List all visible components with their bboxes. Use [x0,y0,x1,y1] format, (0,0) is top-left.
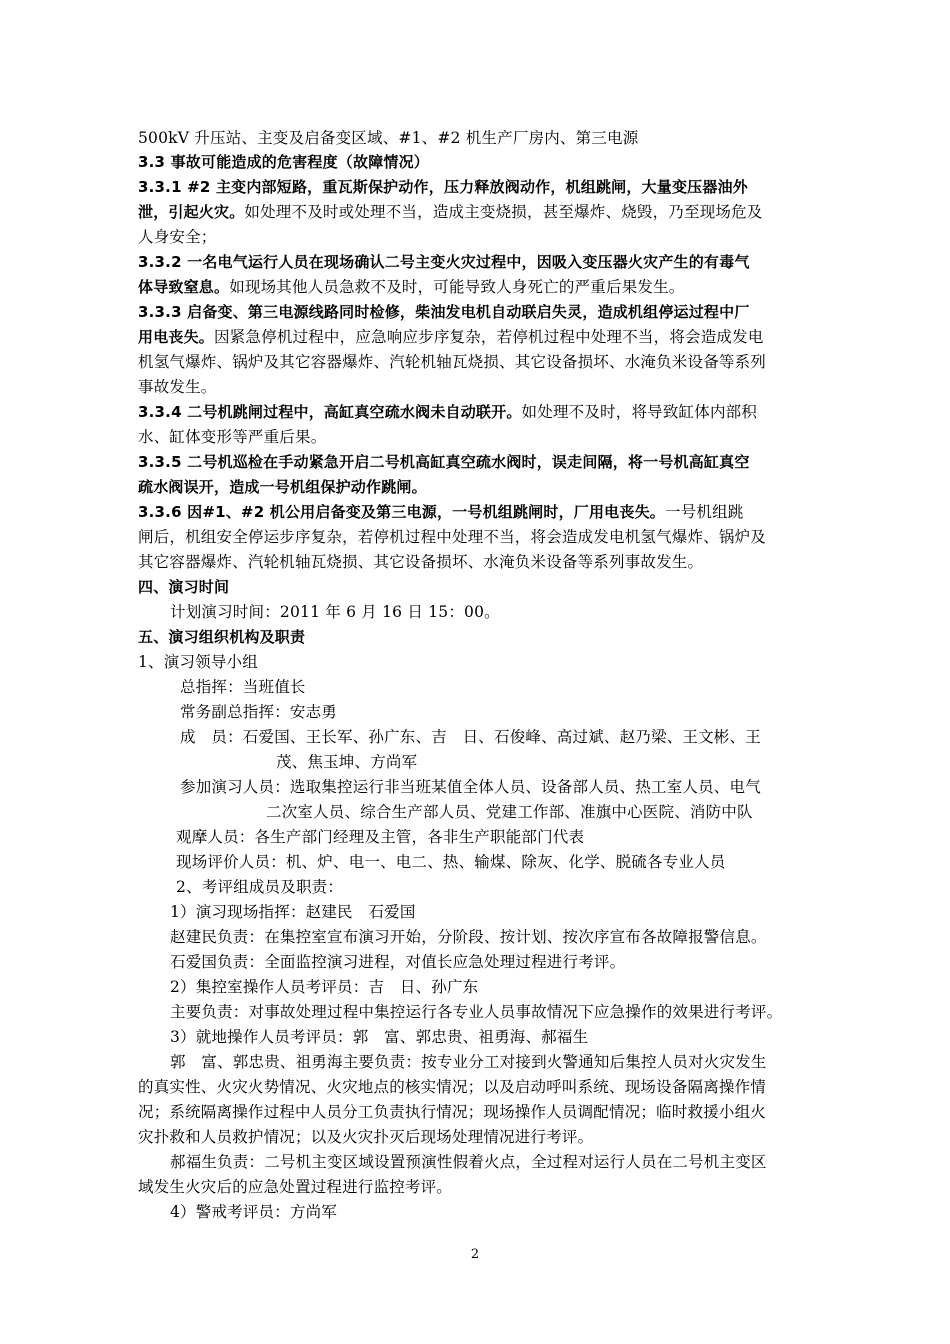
bold-text: 泄，引起火灾。 [138,203,245,221]
text-line [180,701,337,723]
text-line [138,301,750,323]
text: 4）警戒考评员：方尚军 [170,1203,338,1221]
text: 赵建民负责：在集控室宣布演习开始，分阶段、按计划、按次序宣布各故障报警信息。 [170,928,767,946]
text-line [266,801,753,823]
text-line [170,601,500,623]
text-line [170,1026,588,1048]
bold-text: 3.3 事故可能造成的危害程度（故障情况） [138,153,429,171]
text-line [138,501,743,523]
text-line [180,776,761,798]
text-line [276,751,417,773]
text-line [138,351,766,373]
text: 一号机组跳 [664,503,744,521]
text-line [138,251,750,273]
text: 参加演习人员：选取集控运行非当班某值全体人员、设备部人员、热工室人员、电气 [180,778,761,796]
text-line [138,326,764,348]
text-line [170,951,625,973]
page-number: 2 [470,1247,480,1262]
bold-text: 用电丧失。 [138,328,215,346]
bold-text: 3.3.6 因#1、#2 机公用启备变及第三电源，一号机组跳闸时，厂用电丧失。 [138,503,665,521]
text: 其它容器爆炸、汽轮机轴瓦烧损、其它设备损坏、水淹负米设备等系列事故发生。 [138,553,704,571]
text-line [138,1076,766,1098]
bold-text: 疏水阀误开，造成一号机组保护动作跳闸。 [138,478,427,496]
text: 2）集控室操作人员考评员：吉 日、孙广东 [170,978,479,996]
text-line [138,226,217,248]
text-line [170,976,478,998]
text: 500kV 升压站、主变及启备变区域、#1、#2 机生产厂房内、第三电源 [138,129,639,147]
text-line [138,176,748,198]
text: 水、缸体变形等严重后果。 [138,428,327,446]
text-line [138,626,305,648]
text-line [138,526,766,548]
text: 观摩人员：各生产部门经理及主管，各非生产职能部门代表 [176,828,585,846]
text: 闸后，机组安全停运步序复杂，若停机过程中处理不当，将会造成发电机氢气爆炸、锅炉及 [138,528,767,546]
bold-text: 3.3.4 二号机跳闸过程中，高缸真空疏水阀未自动联开。 [138,403,522,421]
bold-text: 3.3.1 #2 主变内部短路，重瓦斯保护动作，压力释放阀动作，机组跳闸，大量变压器油外 [138,178,748,196]
text-line [138,576,229,598]
text-line [138,451,750,473]
text-line [138,151,429,173]
text: 成 员：石爱国、王长军、孙广东、吉 日、石俊峰、高过斌、赵乃梁、王文彬、王 [180,728,761,746]
text-line [170,901,416,923]
text-line [138,127,638,149]
text: 1）演习现场指挥：赵建民 石爱国 [170,903,416,921]
text: 事故发生。 [138,378,217,396]
text: 如现场其他人员急救不及时，可能导致人身死亡的严重后果发生。 [229,278,685,296]
text: 二次室人员、综合生产部人员、党建工作部、准旗中心医院、消防中队 [266,803,753,821]
text: 1、演习领导小组 [138,653,258,671]
bold-text: 3.3.5 二号机巡检在手动紧急开启二号机高缸真空疏水阀时，误走间隔，将一号机高缸真空 [138,453,750,471]
text: 总指挥：当班值长 [180,678,306,696]
text-line [138,476,427,498]
text: 茂、焦玉坤、方尚军 [276,753,418,771]
text-line [176,876,343,898]
text: 3）就地操作人员考评员：郭 富、郭忠贵、祖勇海、郝福生 [170,1028,589,1046]
text-line [180,676,306,698]
text-line [176,826,584,848]
text-line [170,1201,337,1223]
text-line [138,426,326,448]
text-line [138,401,757,423]
text-line [138,651,258,673]
text-line [180,726,761,748]
bold-text: 五、演习组织机构及职责 [138,628,306,646]
text-line [170,926,767,948]
text: 域发生火灾后的应急处置过程进行监控考评。 [138,1178,453,1196]
text: 灾扑救和人员救护情况；以及火灾扑灭后现场处理情况进行考评。 [138,1128,594,1146]
text: 现场评价人员：机、炉、电一、电二、热、输煤、除灰、化学、脱硫各专业人员 [176,853,726,871]
text-line [138,276,685,298]
bold-text: 体导致窒息。 [138,278,230,296]
text-line [170,1051,767,1073]
text-line [138,1176,452,1198]
text-line [176,851,726,873]
text: 如处理不及时或处理不当，造成主变烧损，甚至爆炸、烧毁，乃至现场危及 [244,203,763,221]
text: 机氢气爆炸、锅炉及其它容器爆炸、汽轮机轴瓦烧损、其它设备损坏、水淹负米设备等系列 [138,353,767,371]
text-line [138,376,217,398]
text: 主要负责：对事故处理过程中集控运行各专业人员事故情况下应急操作的效果进行考评。 [170,1003,783,1021]
text: 石爱国负责：全面监控演习进程，对值长应急处理过程进行考评。 [170,953,626,971]
bold-text: 四、演习时间 [138,578,230,596]
text: 计划演习时间：2011 年 6 月 16 日 15：00。 [170,603,500,621]
text: 因紧急停机过程中，应急响应步序复杂，若停机过程中处理不当，将会造成发电 [214,328,764,346]
text-line [170,1151,767,1173]
text-line [138,201,763,223]
text: 郭 富、郭忠贵、祖勇海主要负责：按专业分工对接到火警通知后集控人员对火灾发生 [170,1053,767,1071]
text: 况；系统隔离操作过程中人员分工负责执行情况；现场操作人员调配情况；临时救援小组火 [138,1103,767,1121]
text-line [138,1101,766,1123]
text: 2、考评组成员及职责： [176,878,344,896]
text: 的真实性、火灾火势情况、火灾地点的核实情况；以及启动呼叫系统、现场设备隔离操作情 [138,1078,767,1096]
text: 如处理不及时，将导致缸体内部积 [521,403,758,421]
text-line [170,1001,782,1023]
text: 郝福生负责：二号机主变区域设置预演性假着火点，全过程对运行人员在二号机主变区 [170,1153,767,1171]
text-line [138,551,703,573]
text: 常务副总指挥：安志勇 [180,703,338,721]
text: 人身安全； [138,228,217,246]
text-line [138,1126,593,1148]
bold-text: 3.3.2 一名电气运行人员在现场确认二号主变火灾过程中，因吸入变压器火灾产生的有毒气 [138,253,750,271]
bold-text: 3.3.3 启备变、第三电源线路同时检修，柴油发电机自动联启失灵，造成机组停运过程中厂 [138,303,750,321]
